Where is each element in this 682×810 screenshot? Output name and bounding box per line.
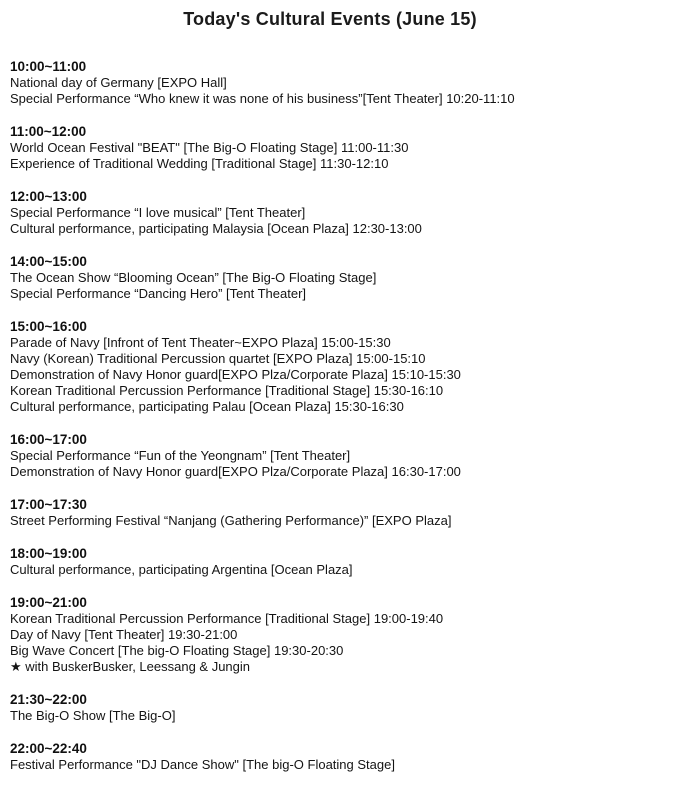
event-line: World Ocean Festival "BEAT" [The Big-O Floating Stage] 11:00-11:30 xyxy=(10,140,409,155)
page-title: Today's Cultural Events (June 15) xyxy=(183,9,477,29)
event-lines xyxy=(10,757,674,773)
time-slot xyxy=(10,692,674,724)
event-line: Demonstration of Navy Honor guard[EXPO Plza/Corporate Plaza] 16:30-17:00 xyxy=(10,464,461,479)
time-slot xyxy=(10,595,674,675)
time-slot-heading: 21:30~22:00 xyxy=(10,692,87,707)
time-slot xyxy=(10,497,674,529)
event-line: Korean Traditional Percussion Performance [Traditional Stage] 15:30-16:10 xyxy=(10,383,444,398)
time-slot-heading: 11:00~12:00 xyxy=(10,124,87,139)
event-line: Demonstration of Navy Honor guard[EXPO Plza/Corporate Plaza] 15:10-15:30 xyxy=(10,367,461,382)
time-slot-heading: 15:00~16:00 xyxy=(10,319,87,334)
time-slot xyxy=(10,124,674,172)
time-slot-heading: 12:00~13:00 xyxy=(10,189,87,204)
event-line: Cultural performance, participating Argentina [Ocean Plaza] xyxy=(10,562,353,577)
time-slot xyxy=(10,254,674,302)
event-line: Cultural performance, participating Palau [Ocean Plaza] 15:30-16:30 xyxy=(10,399,404,414)
event-line: The Big-O Show [The Big-O] xyxy=(10,708,176,723)
event-lines xyxy=(10,140,674,172)
event-line: Special Performance “I love musical” [Tent Theater] xyxy=(10,205,306,220)
schedule-sections xyxy=(10,59,674,773)
time-slot xyxy=(10,432,674,480)
event-line: Navy (Korean) Traditional Percussion quartet [EXPO Plaza] 15:00-15:10 xyxy=(10,351,426,366)
event-lines xyxy=(10,75,674,107)
event-lines xyxy=(10,448,674,480)
time-slot xyxy=(10,319,674,415)
event-line: Day of Navy [Tent Theater] 19:30-21:00 xyxy=(10,627,238,642)
event-line: ★ with BuskerBusker, Leessang & Jungin xyxy=(10,659,251,674)
event-line: Special Performance “Fun of the Yeongnam” [Tent Theater] xyxy=(10,448,351,463)
event-lines xyxy=(10,513,674,529)
event-line: The Ocean Show “Blooming Ocean” [The Big-O Floating Stage] xyxy=(10,270,377,285)
event-line: Cultural performance, participating Malaysia [Ocean Plaza] 12:30-13:00 xyxy=(10,221,422,236)
time-slot-heading: 18:00~19:00 xyxy=(10,546,87,561)
event-lines xyxy=(10,270,674,302)
time-slot-heading: 19:00~21:00 xyxy=(10,595,87,610)
time-slot xyxy=(10,59,674,107)
event-line: Experience of Traditional Wedding [Traditional Stage] 11:30-12:10 xyxy=(10,156,389,171)
event-line: Big Wave Concert [The big-O Floating Stage] 19:30-20:30 xyxy=(10,643,344,658)
event-line: Parade of Navy [Infront of Tent Theater~EXPO Plaza] 15:00-15:30 xyxy=(10,335,391,350)
event-line: National day of Germany [EXPO Hall] xyxy=(10,75,227,90)
time-slot xyxy=(10,741,674,773)
event-line: Special Performance “Dancing Hero” [Tent Theater] xyxy=(10,286,307,301)
time-slot-heading: 22:00~22:40 xyxy=(10,741,87,756)
event-line: Festival Performance "DJ Dance Show" [The big-O Floating Stage] xyxy=(10,757,395,772)
event-lines xyxy=(10,335,674,415)
event-line: Special Performance “Who knew it was none of his business”[Tent Theater] 10:20-11:10 xyxy=(10,91,515,106)
event-line: Korean Traditional Percussion Performance [Traditional Stage] 19:00-19:40 xyxy=(10,611,444,626)
event-lines xyxy=(10,205,674,237)
time-slot-heading: 17:00~17:30 xyxy=(10,497,87,512)
event-lines xyxy=(10,562,674,578)
time-slot xyxy=(10,546,674,578)
time-slot-heading: 10:00~11:00 xyxy=(10,59,87,74)
event-line: Street Performing Festival “Nanjang (Gathering Performance)” [EXPO Plaza] xyxy=(10,513,452,528)
time-slot-heading: 14:00~15:00 xyxy=(10,254,87,269)
event-lines xyxy=(10,708,674,724)
time-slot-heading: 16:00~17:00 xyxy=(10,432,87,447)
time-slot xyxy=(10,189,674,237)
event-lines xyxy=(10,611,674,675)
